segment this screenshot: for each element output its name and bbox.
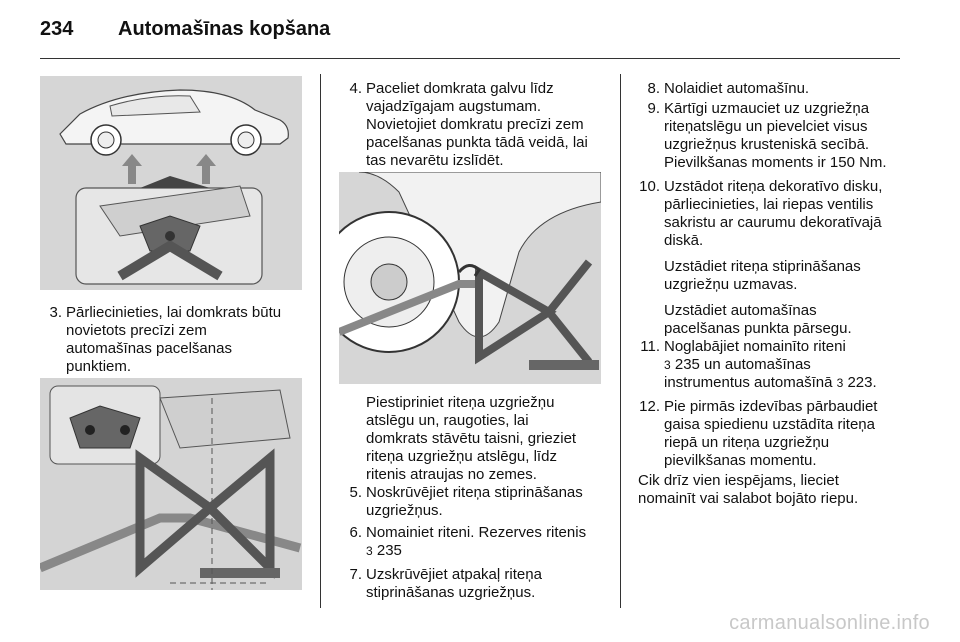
item-text-line: Pārliecinieties, lai domkrats būtu bbox=[66, 304, 282, 321]
paragraph-after-figure bbox=[366, 394, 616, 484]
item-text-line: 235 un automašīnas bbox=[674, 356, 811, 373]
paragraph-line: ritenis atraujas no zemes. bbox=[366, 466, 537, 483]
paragraph-line: atslēgu un, raugoties, lai bbox=[366, 412, 529, 429]
item-text-line: tas nevarētu izslīdēt. bbox=[366, 152, 504, 169]
item-text-line: Novietojiet domkratu precīzi zem bbox=[366, 116, 584, 133]
reference-page: 235 bbox=[376, 542, 402, 559]
item-text-line: uzgriežņus krusteniskā secībā. bbox=[664, 136, 870, 153]
final-paragraph bbox=[638, 472, 908, 508]
wheel-jack-illustration bbox=[339, 172, 601, 384]
item-number: 10. bbox=[639, 178, 660, 195]
paragraph-line: Piestipriniet riteņa uzgriežņu bbox=[366, 394, 555, 411]
item-text-line: punktiem. bbox=[66, 358, 132, 375]
item-subparagraph-line: pacelšanas punkta pārsegu. bbox=[664, 320, 852, 337]
item-number: 9. bbox=[647, 100, 660, 117]
item-text-line: Uzskrūvējiet atpakaļ riteņa bbox=[366, 566, 542, 583]
item-text-line: automašīnas pacelšanas bbox=[66, 340, 232, 357]
item-number: 7. bbox=[349, 566, 362, 583]
column-divider-2 bbox=[620, 74, 621, 608]
item-text-line: Paceliet domkrata galvu līdz bbox=[366, 80, 554, 97]
item-text-line: gaisa spiedienu uzstādīta riteņa bbox=[664, 416, 875, 433]
item-text-line: Nomainiet riteni. Rezerves ritenis bbox=[366, 524, 587, 541]
item-number: 6. bbox=[349, 524, 362, 541]
item-text-line: novietots precīzi zem bbox=[66, 322, 207, 339]
car-lift-illustration bbox=[40, 76, 302, 290]
item-text-line: riepā un riteņa uzgriežņu bbox=[664, 434, 830, 451]
item-number: 5. bbox=[349, 484, 362, 501]
item-number: 11. bbox=[640, 338, 660, 355]
item-number: 3. bbox=[49, 304, 62, 321]
item-text-line: Pievilkšanas moments ir 150 Nm. bbox=[664, 154, 887, 171]
item-subparagraph-line: Uzstādiet automašīnas bbox=[664, 302, 817, 319]
item-text-line: Kārtīgi uzmauciet uz uzgriežņa bbox=[664, 100, 870, 117]
item-text-line: sakristu ar caurumu dekoratīvajā bbox=[664, 214, 882, 231]
page-reference[interactable] bbox=[664, 374, 914, 392]
item-text-line: vajadzīgajam augstumam. bbox=[366, 98, 542, 115]
item-text-line: pārliecinieties, lai riepas ventilis bbox=[664, 196, 874, 213]
column-divider-1 bbox=[320, 74, 321, 608]
paragraph-line: domkrats stāvētu taisni, grieziet bbox=[366, 430, 577, 447]
header-divider bbox=[40, 58, 900, 59]
item-text-line: riteņatslēgu un pievelciet visus bbox=[664, 118, 868, 135]
item-text-line: diskā. bbox=[664, 232, 704, 249]
chapter-title: Automašīnas kopšana bbox=[118, 18, 331, 40]
reference-arrow-icon: 3 bbox=[664, 358, 671, 372]
item-text-line: instrumentus automašīnā bbox=[664, 374, 833, 391]
item-text-line: pievilkšanas momentu. bbox=[664, 452, 817, 469]
reference-arrow-icon: 3 bbox=[366, 544, 373, 558]
item-text-line: uzgriežņus. bbox=[366, 502, 443, 519]
item-text-line: Noskrūvējiet riteņa stiprināšanas bbox=[366, 484, 583, 501]
paragraph-line: riteņa uzgriežņu atslēgu, līdz bbox=[366, 448, 557, 465]
paragraph-line: nomainīt vai salabot bojāto riepu. bbox=[638, 490, 859, 507]
reference-arrow-icon: 3 bbox=[836, 376, 844, 390]
paragraph-line: Cik drīz vien iespējams, lieciet bbox=[638, 472, 839, 489]
page-reference[interactable] bbox=[664, 356, 914, 374]
item-text-line: pacelšanas punkta tādā veidā, lai bbox=[366, 134, 588, 151]
reference-page: 223. bbox=[847, 374, 877, 391]
item-text-line: Noglabājiet nomainīto riteni bbox=[664, 338, 846, 355]
page-header bbox=[40, 18, 330, 48]
page-reference[interactable] bbox=[366, 542, 616, 560]
watermark-text: carmanualsonline.info bbox=[729, 612, 930, 634]
item-number: 12. bbox=[639, 398, 660, 415]
item-text-line: Pie pirmās izdevības pārbaudiet bbox=[664, 398, 878, 415]
item-subparagraph-line: uzgriežņu uzmavas. bbox=[664, 276, 798, 293]
page-number: 234 bbox=[40, 18, 74, 40]
item-subparagraph-line: Uzstādiet riteņa stiprināšanas bbox=[664, 258, 861, 275]
item-text-line: Nolaidiet automašīnu. bbox=[664, 80, 810, 97]
item-number: 4. bbox=[349, 80, 362, 97]
item-text-line: stiprināšanas uzgriežņus. bbox=[366, 584, 536, 601]
item-number: 8. bbox=[647, 80, 660, 97]
jack-detail-illustration bbox=[40, 378, 302, 590]
item-text-line: Uzstādot riteņa dekoratīvo disku, bbox=[664, 178, 883, 195]
